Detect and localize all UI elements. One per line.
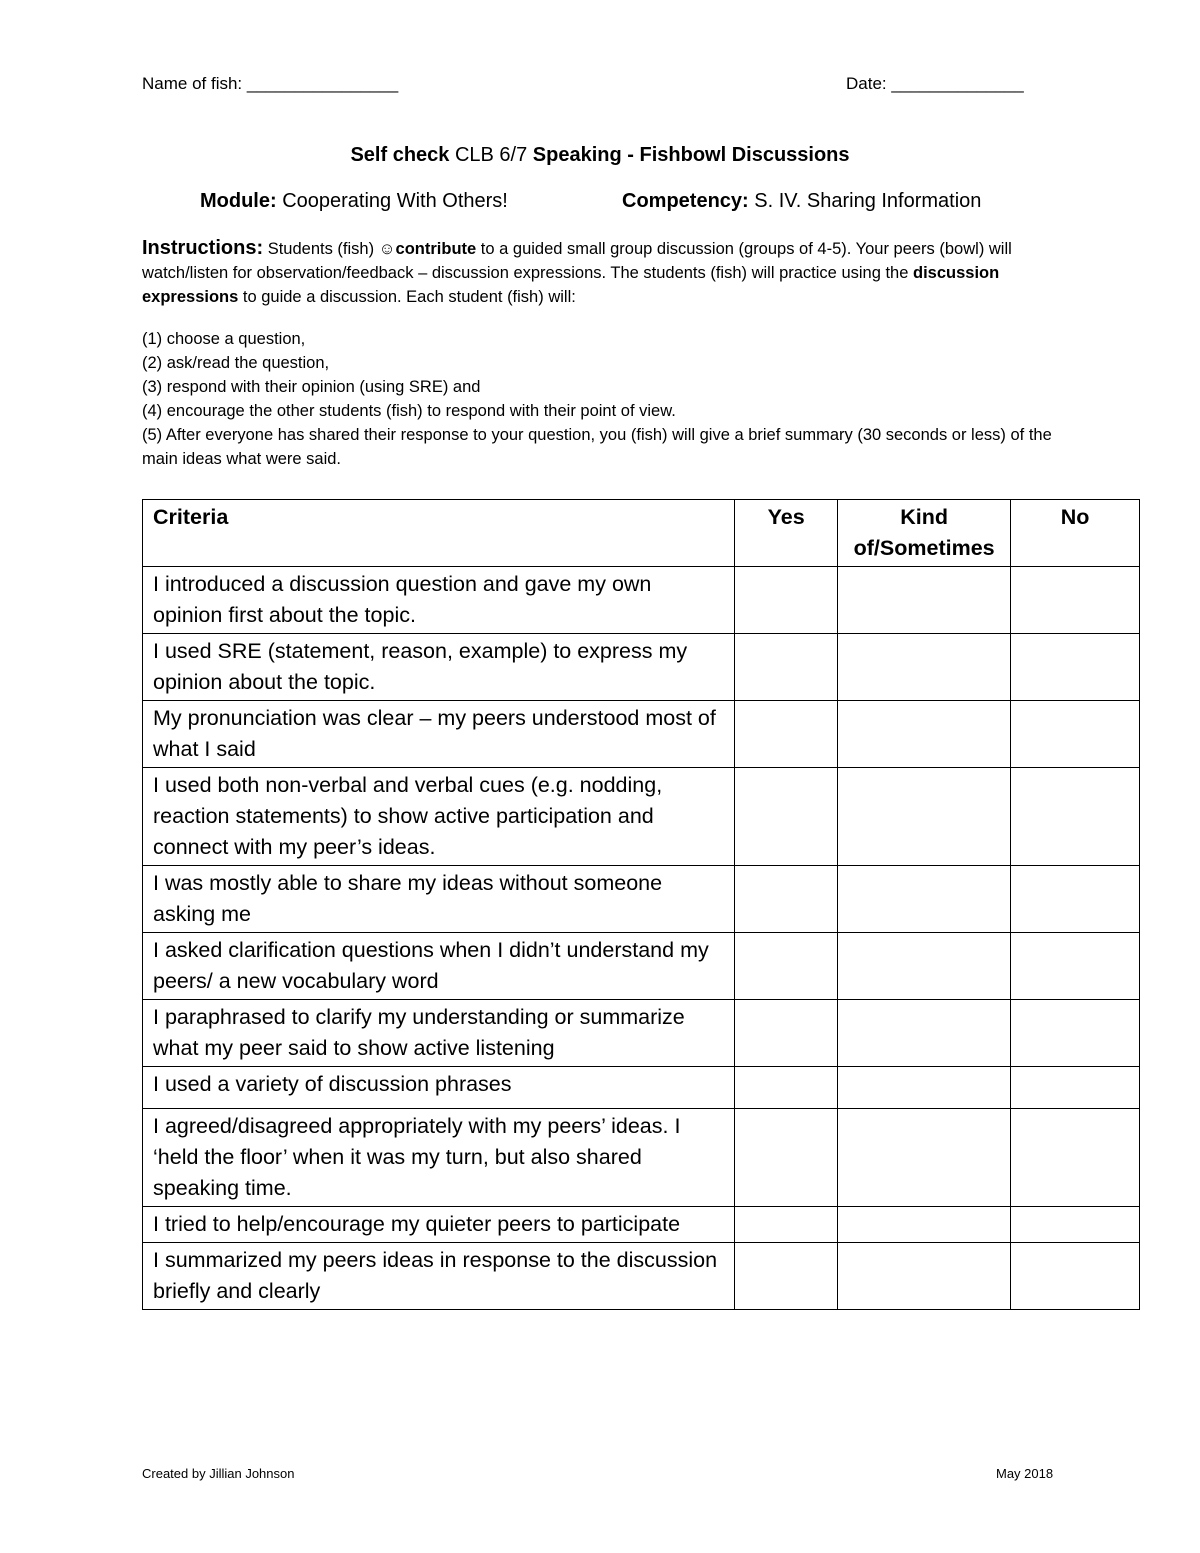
instructions-text-3: to guide a discussion. Each student (fish) will: bbox=[238, 288, 576, 306]
table-row bbox=[143, 1207, 1140, 1243]
table-row bbox=[143, 701, 1140, 768]
competency-value: S. IV. Sharing Information bbox=[748, 190, 982, 212]
no-checkbox-cell[interactable] bbox=[1011, 1109, 1140, 1207]
sometimes-checkbox-cell[interactable] bbox=[838, 567, 1011, 634]
footer-date: May 2018 bbox=[996, 1466, 1054, 1481]
no-checkbox-cell[interactable] bbox=[1011, 768, 1140, 866]
step-item: (2) ask/read the question, bbox=[142, 354, 330, 372]
no-checkbox-cell[interactable] bbox=[1011, 1207, 1140, 1243]
module-label: Module: bbox=[200, 190, 277, 212]
name-of-fish-field: Name of fish: ________________ bbox=[142, 74, 399, 93]
instructions-bold-contribute: contribute bbox=[395, 240, 477, 258]
page-title bbox=[0, 144, 1200, 167]
table-row bbox=[143, 1067, 1140, 1109]
header-no: No bbox=[1011, 500, 1140, 567]
module-line bbox=[200, 190, 508, 213]
sometimes-checkbox-cell[interactable] bbox=[838, 1000, 1011, 1067]
sometimes-checkbox-cell[interactable] bbox=[838, 933, 1011, 1000]
instructions-bold-discussion-expressions: discussion expressions bbox=[142, 264, 1000, 306]
date-field: Date: ______________ bbox=[846, 74, 1024, 93]
criteria-cell: I used both non-verbal and verbal cues (e.g. nodding, reaction statements) to show active participation and connect with my peer’s ideas. bbox=[143, 768, 735, 866]
title-part-clb: CLB 6/7 bbox=[449, 144, 533, 166]
yes-checkbox-cell[interactable] bbox=[735, 701, 838, 768]
yes-checkbox-cell[interactable] bbox=[735, 1000, 838, 1067]
no-checkbox-cell[interactable] bbox=[1011, 1243, 1140, 1310]
header-kind-of-sometimes: Kind of/Sometimes bbox=[838, 500, 1011, 567]
sometimes-checkbox-cell[interactable] bbox=[838, 1207, 1011, 1243]
table-row bbox=[143, 933, 1140, 1000]
table-row bbox=[143, 768, 1140, 866]
table-header-row bbox=[143, 500, 1140, 567]
yes-checkbox-cell[interactable] bbox=[735, 933, 838, 1000]
criteria-cell: I tried to help/encourage my quieter peers to participate bbox=[143, 1207, 735, 1243]
yes-checkbox-cell[interactable] bbox=[735, 1067, 838, 1109]
step-item: (5) After everyone has shared their response to your question, you (fish) will give a brief summary (30 seconds or less) of the main ideas what were said. bbox=[142, 426, 1052, 468]
instructions-text-2: to a guided small group discussion (groups of 4-5). Your peers (bowl) will watch/listen for observation/feedback – discussion expressions. The students (fish) will practice using the bbox=[142, 240, 1012, 282]
criteria-cell: I summarized my peers ideas in response to the discussion briefly and clearly bbox=[143, 1243, 735, 1310]
no-checkbox-cell[interactable] bbox=[1011, 701, 1140, 768]
yes-checkbox-cell[interactable] bbox=[735, 634, 838, 701]
criteria-cell: I paraphrased to clarify my understanding or summarize what my peer said to show active listening bbox=[143, 1000, 735, 1067]
sometimes-checkbox-cell[interactable] bbox=[838, 1067, 1011, 1109]
yes-checkbox-cell[interactable] bbox=[735, 567, 838, 634]
criteria-cell: I used SRE (statement, reason, example) to express my opinion about the topic. bbox=[143, 634, 735, 701]
sometimes-checkbox-cell[interactable] bbox=[838, 1109, 1011, 1207]
instructions-label: Instructions: bbox=[142, 237, 264, 259]
yes-checkbox-cell[interactable] bbox=[735, 866, 838, 933]
table-row bbox=[143, 1000, 1140, 1067]
criteria-cell: I agreed/disagreed appropriately with my peers’ ideas. I ‘held the floor’ when it was my turn, but also shared speaking time. bbox=[143, 1109, 735, 1207]
no-checkbox-cell[interactable] bbox=[1011, 866, 1140, 933]
criteria-cell: I asked clarification questions when I didn’t understand my peers/ a new vocabulary word bbox=[143, 933, 735, 1000]
yes-checkbox-cell[interactable] bbox=[735, 1243, 838, 1310]
criteria-cell: I introduced a discussion question and gave my own opinion first about the topic. bbox=[143, 567, 735, 634]
criteria-table bbox=[142, 499, 1140, 1310]
no-checkbox-cell[interactable] bbox=[1011, 1000, 1140, 1067]
table-row bbox=[143, 567, 1140, 634]
no-checkbox-cell[interactable] bbox=[1011, 1067, 1140, 1109]
title-part-speaking: Speaking - Fishbowl Discussions bbox=[532, 144, 850, 166]
sometimes-checkbox-cell[interactable] bbox=[838, 1243, 1011, 1310]
step-item: (4) encourage the other students (fish) to respond with their point of view. bbox=[142, 402, 676, 420]
criteria-cell: My pronunciation was clear – my peers understood most of what I said bbox=[143, 701, 735, 768]
no-checkbox-cell[interactable] bbox=[1011, 634, 1140, 701]
criteria-cell: I used a variety of discussion phrases bbox=[143, 1067, 735, 1109]
title-part-self-check: Self check bbox=[350, 144, 450, 166]
sometimes-checkbox-cell[interactable] bbox=[838, 866, 1011, 933]
footer-author: Created by Jillian Johnson bbox=[142, 1466, 295, 1481]
step-item: (3) respond with their opinion (using SRE) and bbox=[142, 378, 481, 396]
steps-list bbox=[142, 327, 1052, 471]
sometimes-checkbox-cell[interactable] bbox=[838, 768, 1011, 866]
module-value: Cooperating With Others! bbox=[276, 190, 508, 212]
table-row bbox=[143, 634, 1140, 701]
table-row bbox=[143, 1109, 1140, 1207]
yes-checkbox-cell[interactable] bbox=[735, 1207, 838, 1243]
yes-checkbox-cell[interactable] bbox=[735, 768, 838, 866]
competency-label: Competency: bbox=[622, 190, 749, 212]
sometimes-checkbox-cell[interactable] bbox=[838, 701, 1011, 768]
criteria-cell: I was mostly able to share my ideas without someone asking me bbox=[143, 866, 735, 933]
no-checkbox-cell[interactable] bbox=[1011, 567, 1140, 634]
header-criteria: Criteria bbox=[143, 500, 735, 567]
table-row bbox=[143, 1243, 1140, 1310]
step-item: (1) choose a question, bbox=[142, 330, 306, 348]
sometimes-checkbox-cell[interactable] bbox=[838, 634, 1011, 701]
instructions-text-1: Students (fish) ☺ bbox=[263, 240, 396, 258]
instructions-paragraph bbox=[142, 236, 1052, 309]
table-row bbox=[143, 866, 1140, 933]
yes-checkbox-cell[interactable] bbox=[735, 1109, 838, 1207]
header-yes: Yes bbox=[735, 500, 838, 567]
competency-line bbox=[622, 190, 981, 213]
no-checkbox-cell[interactable] bbox=[1011, 933, 1140, 1000]
